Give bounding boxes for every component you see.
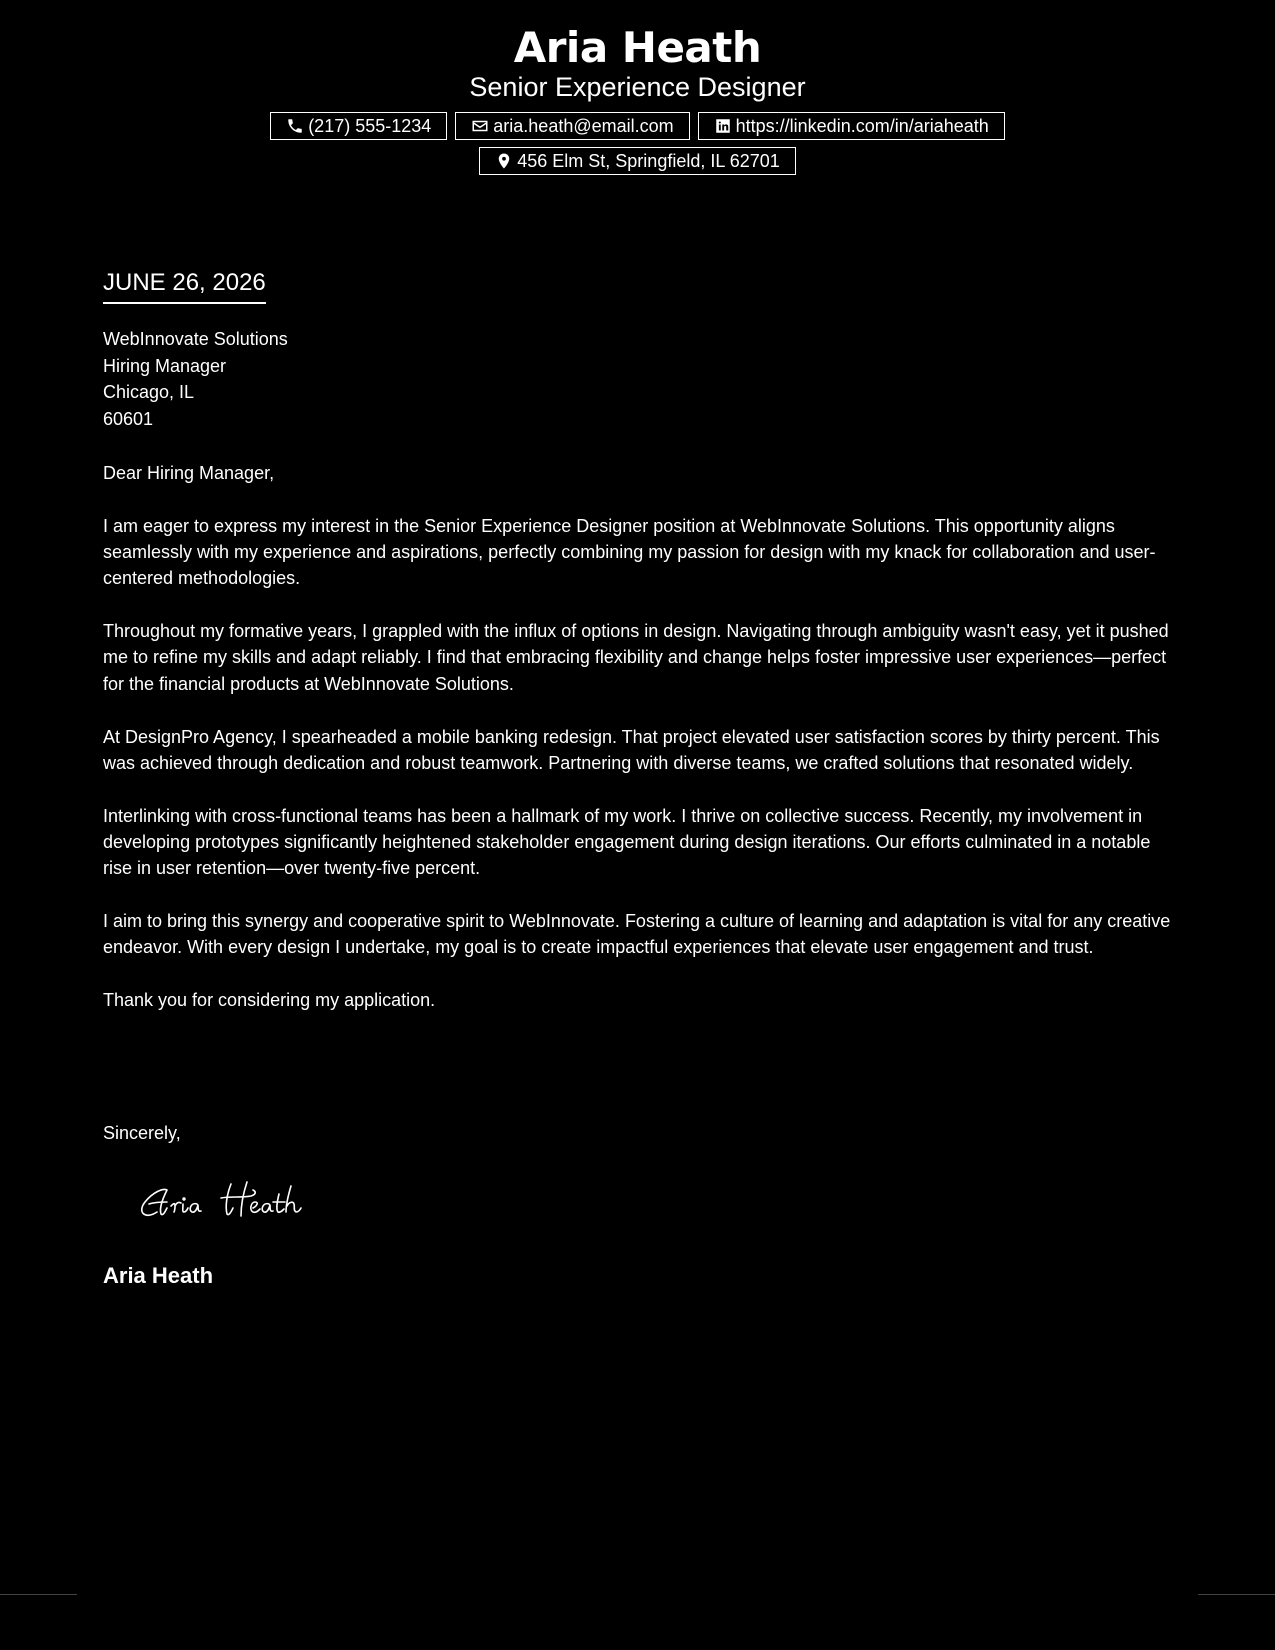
body-paragraph: Interlinking with cross-functional teams has been a hallmark of my work. I thrive on collective success. Recently, my involvement in developing prototypes significantly heightened stakeholder engagement during design iterations. Our efforts culminated in a notable rise in user retention—over twenty-five percent. <box>103 805 1151 879</box>
body-paragraph: At DesignPro Agency, I spearheaded a mobile banking redesign. That project elevated user satisfaction scores by thirty percent. This was achieved through dedication and robust teamwork. Partnering with diverse teams, we crafted solutions that resonated widely. <box>103 726 1160 773</box>
recipient-city: Chicago, IL <box>103 382 195 402</box>
address-chip <box>479 147 796 175</box>
thank-you-paragraph: Thank you for considering my application. <box>103 990 436 1011</box>
signer-name: Aria Heath <box>103 1263 214 1288</box>
phone-chip <box>270 112 447 140</box>
address-row <box>0 147 1275 175</box>
body-paragraph: I aim to bring this synergy and cooperative spirit to WebInnovate. Fostering a culture of learning and adaptation is vital for any creative endeavor. With every design I undertake, my goal is to create impactful experiences that elevate user engagement and trust. <box>103 911 1171 958</box>
phone-icon <box>286 117 304 135</box>
email-text: aria.heath@email.com <box>493 115 674 136</box>
envelope-icon <box>471 117 489 135</box>
recipient-block <box>103 326 288 432</box>
map-pin-icon <box>495 152 513 170</box>
recipient-zip: 60601 <box>103 408 154 429</box>
letter-header <box>0 22 1275 175</box>
letter-body <box>103 460 1183 1040</box>
phone-text: (217) 555-1234 <box>308 115 432 136</box>
sender-name: Aria Heath <box>513 23 762 72</box>
recipient-title: Hiring Manager <box>103 355 227 376</box>
footer-divider-right <box>1198 1594 1275 1595</box>
body-paragraph: Throughout my formative years, I grappled with the influx of options in design. Navigating through ambiguity wasn't easy, yet it pushed me to refine my skills and adapt reliably. I find that embracing flexibility and change helps foster impressive user experiences—perfect for the financial products at WebInnovate Solutions. <box>103 621 1169 694</box>
linkedin-icon <box>714 117 732 135</box>
closing: Sincerely, <box>103 1123 181 1143</box>
contact-row <box>0 112 1275 140</box>
footer-divider-left <box>0 1594 77 1595</box>
linkedin-chip <box>698 112 1005 140</box>
address-text: 456 Elm St, Springfield, IL 62701 <box>517 150 780 171</box>
linkedin-text: https://linkedin.com/in/ariaheath <box>735 115 989 136</box>
email-chip <box>455 112 689 140</box>
body-paragraph: I am eager to express my interest in the Senior Experience Designer position at WebInnovate Solutions. This opportunity aligns seamlessly with my experience and aspirations, perfectly combining my passion for design with my knack for collaboration and user-centered methodologies. <box>103 515 1156 589</box>
recipient-company: WebInnovate Solutions <box>103 329 288 349</box>
letter-date: JUNE 26, 2026 <box>103 268 266 304</box>
greeting: Dear Hiring Manager, <box>103 463 275 483</box>
sender-role: Senior Experience Designer <box>469 72 806 102</box>
handwritten-signature <box>135 1172 335 1232</box>
